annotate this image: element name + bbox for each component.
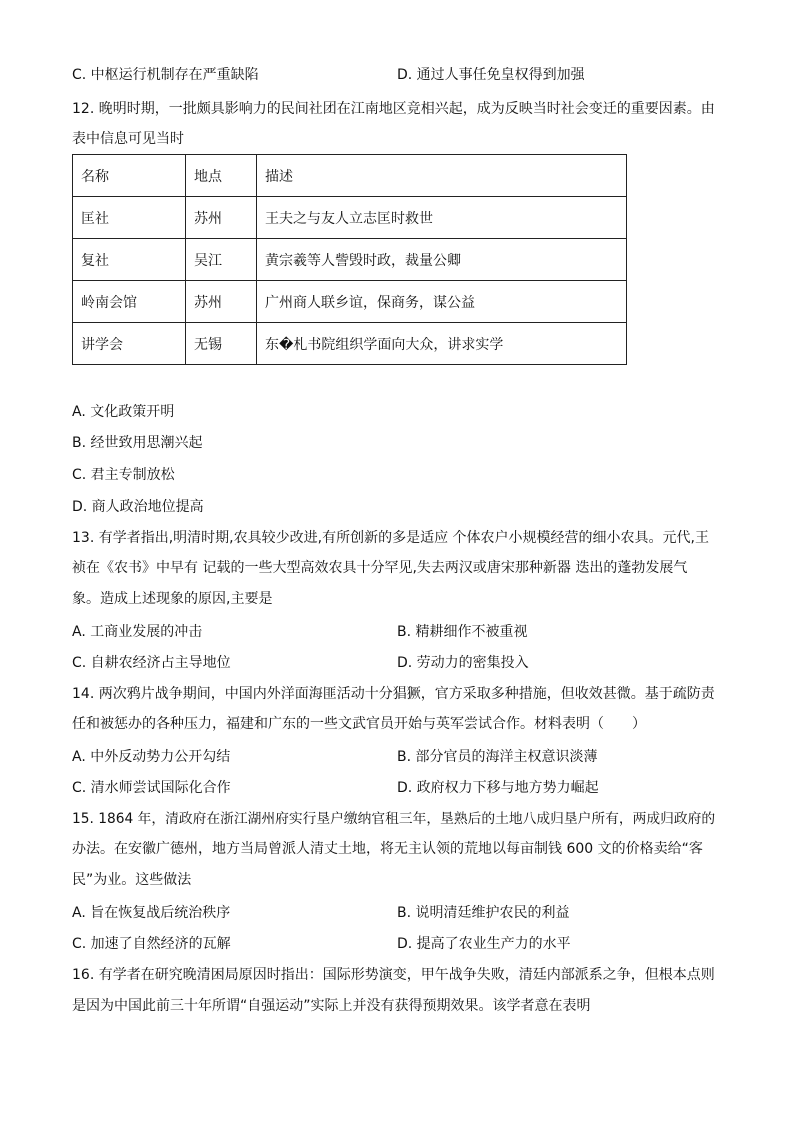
table-header-cell: 地点: [186, 155, 257, 197]
table-cell: 无锡: [186, 323, 257, 365]
table-header-cell: 名称: [73, 155, 186, 197]
q16-stem-line1: 16. 有学者在研究晚清困局原因时指出：国际形势演变，甲午战争失败，清廷内部派系之争，但根本点则: [72, 967, 715, 983]
q15-option-b[interactable]: B. 说明清廷维护农民的利益: [397, 905, 570, 921]
q11-option-c[interactable]: C. 中枢运行机制存在严重缺陷: [72, 67, 259, 83]
q11-option-d[interactable]: D. 通过人事任免皇权得到加强: [397, 67, 585, 83]
table-row: [73, 281, 627, 323]
q15-option-c[interactable]: C. 加速了自然经济的瓦解: [72, 936, 231, 952]
q15-option-a[interactable]: A. 旨在恢复战后统治秩序: [72, 905, 231, 921]
q12-option-d[interactable]: D. 商人政治地位提高: [72, 499, 204, 515]
table-cell: 苏州: [186, 197, 257, 239]
q14-stem-line1: 14. 两次鸦片战争期间，中国内外洋面海匪活动十分猖獗，官方采取多种措施，但收效甚微。基于疏防责: [72, 686, 715, 702]
q14-options-cd: [72, 777, 722, 799]
table-cell: 吴江: [186, 239, 257, 281]
q13-stem-line1: 13. 有学者指出,明清时期,农具较少改进,有所创新的多是适应 个体农户小规模经营的细小农具。元代,王: [72, 530, 709, 546]
table-header-cell: 描述: [257, 155, 627, 197]
table-cell: 黄宗羲等人訾毁时政，裁量公卿: [257, 239, 627, 281]
q14-option-b[interactable]: B. 部分官员的海洋主权意识淡薄: [397, 749, 598, 765]
q13-option-d[interactable]: D. 劳动力的密集投入: [397, 655, 529, 671]
q15-stem-line3: 民”为业。这些做法: [72, 872, 192, 888]
q14-option-a[interactable]: A. 中外反动势力公开勾结: [72, 749, 231, 765]
q11-options-cd: [72, 64, 722, 86]
q12-option-b[interactable]: B. 经世致用思潮兴起: [72, 435, 203, 451]
q12-option-a[interactable]: A. 文化政策开明: [72, 404, 175, 420]
table-row: [73, 323, 627, 365]
table-cell: 岭南会馆: [73, 281, 186, 323]
table-header-row: [73, 155, 627, 197]
q14-options-ab: [72, 746, 722, 768]
q15-options-cd: [72, 933, 722, 955]
table-row: [73, 239, 627, 281]
q12-stem-line1: 12. 晚明时期，一批颇具影响力的民间社团在江南地区竞相兴起，成为反映当时社会变迁的重要因素。由: [72, 101, 715, 117]
q12-stem-line2: 表中信息可见当时: [72, 131, 184, 147]
q12-option-c[interactable]: C. 君主专制放松: [72, 467, 175, 483]
q14-stem-line2: 任和被惩办的各种压力，福建和广东的一些文武官员开始与英军尝试合作。材料表明（ ）: [72, 716, 646, 732]
q16-stem-line2: 是因为中国此前三十年所谓“自强运动”实际上并没有获得预期效果。该学者意在表明: [72, 998, 591, 1014]
table-cell: 匡社: [73, 197, 186, 239]
q15-options-ab: [72, 902, 722, 924]
q13-options-ab: [72, 621, 722, 643]
q15-stem-line2: 办法。在安徽广德州，地方当局曾派人清丈土地，将无主认领的荒地以每亩制钱 600 文的价格卖给“客: [72, 841, 703, 857]
table-cell: 复社: [73, 239, 186, 281]
q13-stem-line3: 象。造成上述现象的原因,主要是: [72, 591, 273, 607]
table-row: [73, 197, 627, 239]
q15-stem-line1: 15. 1864 年，清政府在浙江湖州府实行垦户缴纳官租三年，垦熟后的土地八成归垦户所有，两成归政府的: [72, 811, 716, 827]
q12-info-table: [72, 154, 627, 365]
q13-option-b[interactable]: B. 精耕细作不被重视: [397, 624, 528, 640]
q15-option-d[interactable]: D. 提高了农业生产力的水平: [397, 936, 571, 952]
q13-options-cd: [72, 652, 722, 674]
table-cell: 广州商人联乡谊，保商务，谋公益: [257, 281, 627, 323]
q13-stem-line2: 祯在《农书》中早有 记载的一些大型高效农具十分罕见,失去两汉或唐宋那种新器 迭出的蓬勃发展气: [72, 560, 688, 576]
q14-option-d[interactable]: D. 政府权力下移与地方势力崛起: [397, 780, 599, 796]
table-cell: 苏州: [186, 281, 257, 323]
q13-option-a[interactable]: A. 工商业发展的冲击: [72, 624, 203, 640]
table-cell: 讲学会: [73, 323, 186, 365]
table-cell: 东�札书院组织学面向大众，讲求实学: [257, 323, 627, 365]
q13-option-c[interactable]: C. 自耕农经济占主导地位: [72, 655, 231, 671]
table-cell: 王夫之与友人立志匡时救世: [257, 197, 627, 239]
q14-option-c[interactable]: C. 清水师尝试国际化合作: [72, 780, 231, 796]
